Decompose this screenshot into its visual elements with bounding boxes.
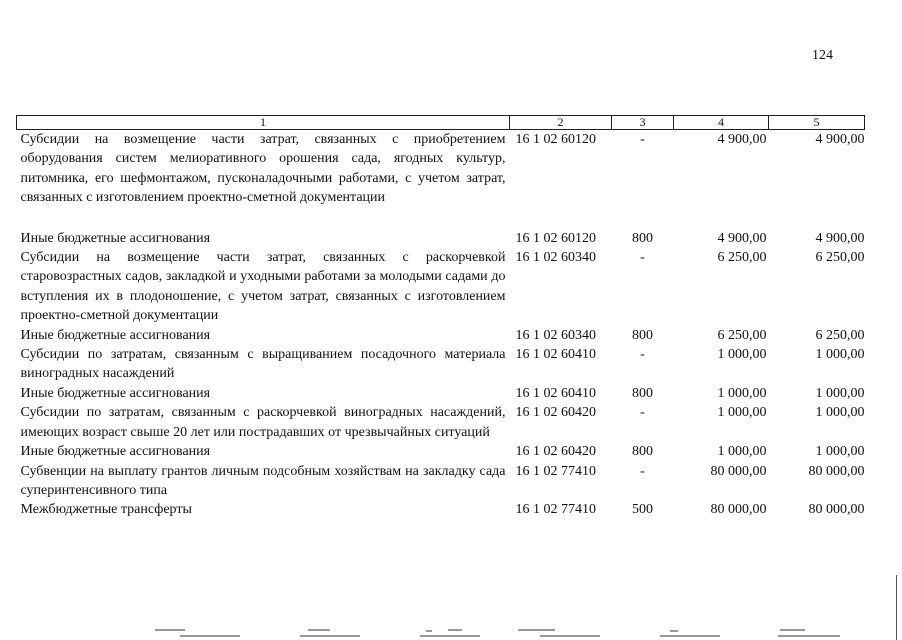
row-type: - bbox=[640, 463, 645, 479]
table-row bbox=[17, 442, 865, 461]
table-row bbox=[17, 500, 865, 519]
row-type: 800 bbox=[632, 327, 653, 343]
row-name: Субвенции на выплату грантов личным подсобным хозяйствам на закладку сада суперинтенсивного типа bbox=[20, 463, 506, 498]
row-value-2: 6 250,00 bbox=[815, 250, 865, 266]
table-row bbox=[17, 248, 865, 326]
row-value-1: 1 000,00 bbox=[717, 385, 767, 401]
row-value-2: 4 900,00 bbox=[815, 230, 865, 246]
row-value-1: 80 000,00 bbox=[710, 463, 767, 479]
row-code: 16 1 02 60410 bbox=[515, 347, 596, 363]
table-row bbox=[17, 326, 865, 345]
row-code: 16 1 02 60120 bbox=[515, 230, 596, 246]
row-value-1: 1 000,00 bbox=[717, 405, 767, 421]
column-header-2: 2 bbox=[510, 116, 612, 130]
row-name: Субсидии по затратам, связанным с раскорчевкой виноградных насаждений, имеющих возраст свыше 20 лет или пострадавших от чрезвычайных ситуаций bbox=[20, 405, 506, 440]
row-code: 16 1 02 77410 bbox=[515, 502, 596, 518]
row-type: 800 bbox=[632, 385, 653, 401]
table-header-row bbox=[17, 116, 865, 130]
row-value-1: 6 250,00 bbox=[717, 327, 767, 343]
row-code: 16 1 02 60340 bbox=[515, 327, 596, 343]
column-header-4: 4 bbox=[674, 116, 769, 130]
scan-artifact-lines bbox=[0, 620, 902, 640]
column-header-5: 5 bbox=[769, 116, 865, 130]
row-name: Субсидии на возмещение части затрат, связанных с приобретением оборудования систем мелиоративного орошения сада, ягодных культур, питомника, его шефмонтажом, пусконаладочными работами, с учетом затрат, связанных с изготовлением проектно-сметной документации bbox=[20, 132, 506, 206]
page-number: 124 bbox=[812, 48, 833, 63]
column-header-1: 1 bbox=[17, 116, 510, 130]
row-code: 16 1 02 77410 bbox=[515, 463, 596, 479]
column-header-3: 3 bbox=[612, 116, 674, 130]
row-value-2: 80 000,00 bbox=[808, 463, 865, 479]
row-name: Иные бюджетные ассигнования bbox=[20, 327, 211, 343]
row-value-2: 80 000,00 bbox=[808, 502, 865, 518]
row-type: 500 bbox=[632, 502, 653, 518]
scan-edge-line bbox=[896, 575, 897, 640]
row-code: 16 1 02 60420 bbox=[515, 405, 596, 421]
row-value-2: 6 250,00 bbox=[815, 327, 865, 343]
row-type: 800 bbox=[632, 230, 653, 246]
table-row bbox=[17, 462, 865, 501]
row-type: - bbox=[640, 250, 645, 266]
row-name: Иные бюджетные ассигнования bbox=[20, 230, 211, 246]
row-value-1: 6 250,00 bbox=[717, 250, 767, 266]
budget-table bbox=[16, 115, 865, 520]
row-name: Иные бюджетные ассигнования bbox=[20, 444, 211, 460]
row-value-2: 1 000,00 bbox=[815, 347, 865, 363]
row-type: - bbox=[640, 347, 645, 363]
row-value-1: 4 900,00 bbox=[717, 132, 767, 147]
row-name: Субсидии на возмещение части затрат, связанных с раскорчевкой старовозрастных садов, закладкой и уходными работами за молодыми садами до вступления их в плодоношение, с учетом затрат, связанных с изготовлением проектно-сметной документации bbox=[20, 250, 506, 324]
row-value-1: 1 000,00 bbox=[717, 444, 767, 460]
row-name: Межбюджетные трансферты bbox=[20, 502, 192, 518]
row-code: 16 1 02 60420 bbox=[515, 444, 596, 460]
row-value-2: 4 900,00 bbox=[815, 132, 865, 147]
row-code: 16 1 02 60340 bbox=[515, 250, 596, 266]
row-value-2: 1 000,00 bbox=[815, 385, 865, 401]
row-name: Иные бюджетные ассигнования bbox=[20, 385, 211, 401]
table-row bbox=[17, 403, 865, 442]
row-type: - bbox=[640, 405, 645, 421]
row-value-2: 1 000,00 bbox=[815, 405, 865, 421]
row-name: Субсидии по затратам, связанным с выращиванием посадочного материала виноградных насаждений bbox=[20, 347, 506, 382]
table-row bbox=[17, 345, 865, 384]
row-type: 800 bbox=[632, 444, 653, 460]
row-value-1: 4 900,00 bbox=[717, 230, 767, 246]
table-row bbox=[17, 384, 865, 403]
row-code: 16 1 02 60120 bbox=[515, 132, 596, 147]
table-row bbox=[17, 130, 865, 208]
row-code: 16 1 02 60410 bbox=[515, 385, 596, 401]
row-type: - bbox=[640, 132, 645, 147]
row-value-2: 1 000,00 bbox=[815, 444, 865, 460]
table-row bbox=[17, 208, 865, 248]
row-value-1: 1 000,00 bbox=[717, 347, 767, 363]
row-value-1: 80 000,00 bbox=[710, 502, 767, 518]
